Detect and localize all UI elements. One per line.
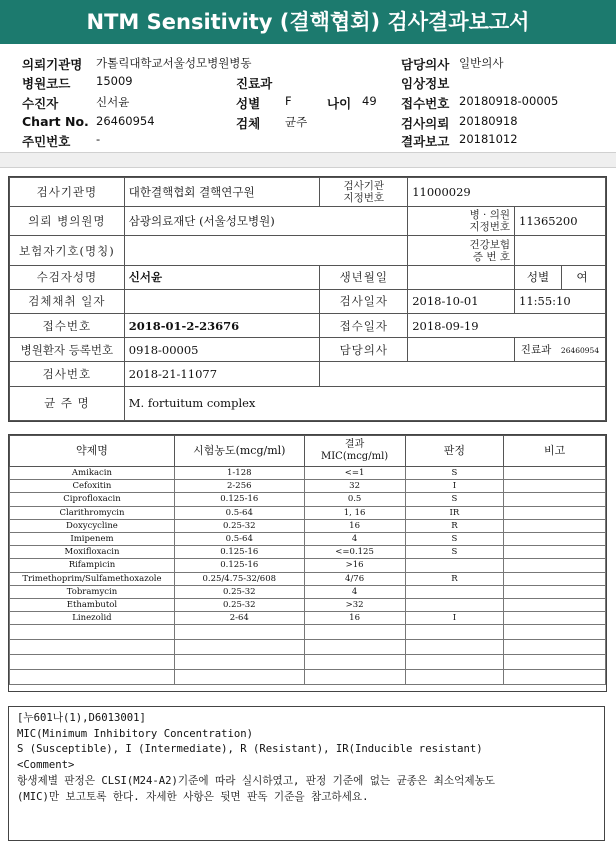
interpretation-cell: S (405, 532, 504, 545)
sex-field-value: 여 (576, 269, 588, 284)
dept-label: 진료과 (236, 76, 273, 91)
specimen-label: 검체 (236, 116, 261, 131)
doctor-label: 담당의사 (401, 57, 450, 72)
mic-result-cell (304, 640, 405, 655)
rrn-label: 주민번호 (22, 134, 71, 149)
drug-row (10, 546, 606, 559)
note-code: [누601나(1),D6013001] (17, 712, 146, 724)
accession-label: 접수번호 (401, 96, 450, 111)
note-mic: MIC(Minimum Inhibitory Concentration) (17, 727, 253, 740)
code-label: 병원코드 (22, 76, 71, 91)
drug-table-header: 비고 (504, 436, 606, 467)
interpretation-cell: S (405, 546, 504, 559)
interpretation-cell: S (405, 493, 504, 506)
receipt-no-label: 접수번호 (10, 314, 125, 338)
drug-name-cell: Doxycycline (10, 519, 175, 532)
interpretation-cell: I (405, 480, 504, 493)
interpretation-cell: R (405, 519, 504, 532)
mic-result-cell: 16 (304, 519, 405, 532)
report-date-value: 20181012 (459, 132, 518, 146)
ref-code-value: 11365200 (515, 207, 606, 236)
susceptibility-table (8, 434, 607, 692)
patient-name-label: 수검자성명 (10, 265, 125, 289)
drug-name-cell: Trimethoprim/Sulfamethoxazole (10, 572, 175, 585)
mic-result-cell: 32 (304, 480, 405, 493)
doctor-field-value (408, 338, 515, 362)
insurance-label: 건강보험 증 번 호 (408, 236, 515, 265)
test-range-cell (174, 625, 304, 640)
mic-result-cell: 1, 16 (304, 506, 405, 519)
interpretation-cell (405, 640, 504, 655)
drug-table-header: 결과 MIC(mcg/ml) (304, 436, 405, 467)
test-range-cell (174, 640, 304, 655)
header-separator (0, 152, 616, 168)
reg-no-label: 병원환자 등록번호 (10, 338, 125, 362)
mic-result-cell: <=1 (304, 467, 405, 480)
organism-value: M. fortuitum complex (124, 386, 605, 420)
remarks-cell (504, 480, 606, 493)
drug-name-cell (10, 640, 175, 655)
drug-name-cell: Clarithromycin (10, 506, 175, 519)
drug-name-cell (10, 670, 175, 685)
insurance-value (515, 236, 606, 265)
collect-date-value (124, 289, 320, 313)
mic-result-cell: 0.5 (304, 493, 405, 506)
report-header (0, 44, 616, 152)
remarks-cell (504, 585, 606, 598)
clinical-label: 임상정보 (401, 76, 450, 91)
interpretation-cell (405, 559, 504, 572)
ref-hosp-label: 의뢰 병의원명 (10, 207, 125, 236)
test-date-value: 2018-10-01 (408, 289, 515, 313)
note-comment-line1: 항생제별 판정은 CLSI(M24-A2)기준에 따라 실시하였고, 판정 기준에 없는 균종은 최소억제농도 (17, 774, 496, 787)
interpretation-cell: R (405, 572, 504, 585)
age-label: 나이 (327, 96, 352, 111)
inst-label: 의뢰기관명 (22, 57, 83, 72)
drug-row (10, 506, 606, 519)
drug-name-cell: Ethambutol (10, 598, 175, 611)
patient-name-value: 신서윤 (124, 265, 320, 289)
test-range-cell: 2-64 (174, 612, 304, 625)
mic-result-cell: 16 (304, 612, 405, 625)
accession-value: 20180918-00005 (459, 94, 559, 108)
remarks-cell (504, 640, 606, 655)
drug-name-cell (10, 655, 175, 670)
specimen-value: 균주 (285, 115, 308, 129)
receipt-date-label: 접수일자 (320, 314, 408, 338)
drug-name-cell: Linezolid (10, 612, 175, 625)
drug-table-header: 판정 (405, 436, 504, 467)
drug-name-cell: Amikacin (10, 467, 175, 480)
test-range-cell: 0.5-64 (174, 506, 304, 519)
drug-name-cell: Rifampicin (10, 559, 175, 572)
drug-row (10, 598, 606, 611)
interpretation-cell: I (405, 612, 504, 625)
request-label: 검사의뢰 (401, 116, 450, 131)
test-range-cell: 0.125-16 (174, 546, 304, 559)
drug-row (10, 519, 606, 532)
drug-row (10, 640, 606, 655)
test-date-label: 검사일자 (320, 289, 408, 313)
testing-code-value: 11000029 (408, 178, 606, 207)
testing-inst-label: 검사기관명 (10, 178, 125, 207)
interpretation-cell: IR (405, 506, 504, 519)
dob-value (408, 265, 515, 289)
interpretation-cell (405, 585, 504, 598)
drug-name-cell: Moxifloxacin (10, 546, 175, 559)
interpretation-cell (405, 670, 504, 685)
organism-label: 균 주 명 (10, 386, 125, 420)
chart-label: Chart No. (22, 114, 89, 129)
test-range-cell (174, 670, 304, 685)
chart-value: 26460954 (96, 114, 155, 128)
testing-inst-value: 대한결핵협회 결핵연구원 (124, 178, 320, 207)
test-range-cell: 0.25-32 (174, 585, 304, 598)
remarks-cell (504, 572, 606, 585)
drug-row (10, 467, 606, 480)
insurer-value (124, 236, 407, 265)
report-notes (8, 706, 605, 841)
test-no-value: 2018-21-11077 (124, 362, 320, 386)
mic-result-cell: 4 (304, 585, 405, 598)
drug-row (10, 532, 606, 545)
mic-result-cell (304, 655, 405, 670)
remarks-cell (504, 655, 606, 670)
interpretation-cell: S (405, 467, 504, 480)
ref-code-label: 병 · 의원 지정번호 (408, 207, 515, 236)
sex-value: F (285, 94, 292, 108)
dob-label: 생년월일 (320, 265, 408, 289)
receipt-no-value: 2018-01-2-23676 (124, 314, 320, 338)
drug-table-header: 약제명 (10, 436, 175, 467)
test-range-cell (174, 655, 304, 670)
drug-row (10, 625, 606, 640)
mic-result-cell: >16 (304, 559, 405, 572)
remarks-cell (504, 532, 606, 545)
drug-row (10, 493, 606, 506)
test-range-cell: 0.125-16 (174, 493, 304, 506)
reg-no-value: 0918-00005 (124, 338, 320, 362)
test-no-label: 검사번호 (10, 362, 125, 386)
testing-code-label: 검사기관 지정번호 (320, 178, 408, 207)
test-range-cell: 2-256 (174, 480, 304, 493)
note-legend: S (Susceptible), I (Intermediate), R (Resistant), IR(Inducible resistant) (17, 743, 483, 756)
info-form (8, 176, 607, 422)
remarks-cell (504, 467, 606, 480)
drug-row (10, 480, 606, 493)
report-title: NTM Sensitivity (결핵협회) 검사결과보고서 (0, 0, 616, 44)
remarks-cell (504, 559, 606, 572)
remarks-cell (504, 506, 606, 519)
drug-name-cell: Cefoxitin (10, 480, 175, 493)
note-comment-line2: (MIC)만 보고토록 한다. 자세한 사항은 뒷면 판독 기준을 참고하세요. (17, 790, 369, 803)
mic-result-cell (304, 625, 405, 640)
remarks-cell (504, 598, 606, 611)
remarks-cell (504, 612, 606, 625)
drug-row (10, 572, 606, 585)
interpretation-cell (405, 598, 504, 611)
drug-name-cell: Tobramycin (10, 585, 175, 598)
drug-name-cell: Ciprofloxacin (10, 493, 175, 506)
interpretation-cell (405, 655, 504, 670)
mic-result-cell: 4/76 (304, 572, 405, 585)
test-range-cell: 0.25-32 (174, 598, 304, 611)
test-range-cell: 0.125-16 (174, 559, 304, 572)
note-comment-label: <Comment> (17, 759, 75, 772)
test-range-cell: 1-128 (174, 467, 304, 480)
mic-result-cell: <=0.125 (304, 546, 405, 559)
insurer-label: 보험자기호(명칭) (10, 236, 125, 265)
mic-result-cell: 4 (304, 532, 405, 545)
collect-date-label: 검체채취 일자 (10, 289, 125, 313)
doctor-value: 일반의사 (459, 56, 504, 70)
remarks-cell (504, 519, 606, 532)
drug-table-header: 시험농도(mcg/ml) (174, 436, 304, 467)
remarks-cell (504, 625, 606, 640)
drug-row (10, 655, 606, 670)
drug-name-cell: Imipenem (10, 532, 175, 545)
ref-hosp-value: 삼광의료재단 (서울성모병원) (124, 207, 407, 236)
inst-value: 가톨릭대학교서울성모병원병동 (96, 56, 252, 70)
drug-row (10, 585, 606, 598)
test-time-value: 11:55:10 (515, 289, 606, 313)
code-value: 15009 (96, 74, 133, 88)
interpretation-cell (405, 625, 504, 640)
sex-field-label: 성별 (515, 266, 562, 289)
drug-name-cell (10, 625, 175, 640)
test-range-cell: 0.25-32 (174, 519, 304, 532)
remarks-cell (504, 493, 606, 506)
sex-label: 성별 (236, 96, 261, 111)
remarks-cell (504, 546, 606, 559)
mic-result-cell (304, 670, 405, 685)
remarks-cell (504, 670, 606, 685)
report-date-label: 결과보고 (401, 134, 450, 149)
dept-field-value: 26460954 (560, 346, 600, 356)
dept-field-label: 진료과 (520, 344, 552, 357)
mic-result-cell: >32 (304, 598, 405, 611)
drug-row (10, 670, 606, 685)
doctor-field-label: 담당의사 (320, 338, 408, 362)
test-range-cell: 0.5-64 (174, 532, 304, 545)
patient-value: 신서윤 (96, 95, 130, 109)
receipt-date-value: 2018-09-19 (408, 314, 606, 338)
drug-row (10, 612, 606, 625)
rrn-value: - (96, 132, 101, 146)
patient-label: 수진자 (22, 96, 59, 111)
age-value: 49 (362, 94, 377, 108)
request-value: 20180918 (459, 114, 518, 128)
test-range-cell: 0.25/4.75-32/608 (174, 572, 304, 585)
drug-row (10, 559, 606, 572)
